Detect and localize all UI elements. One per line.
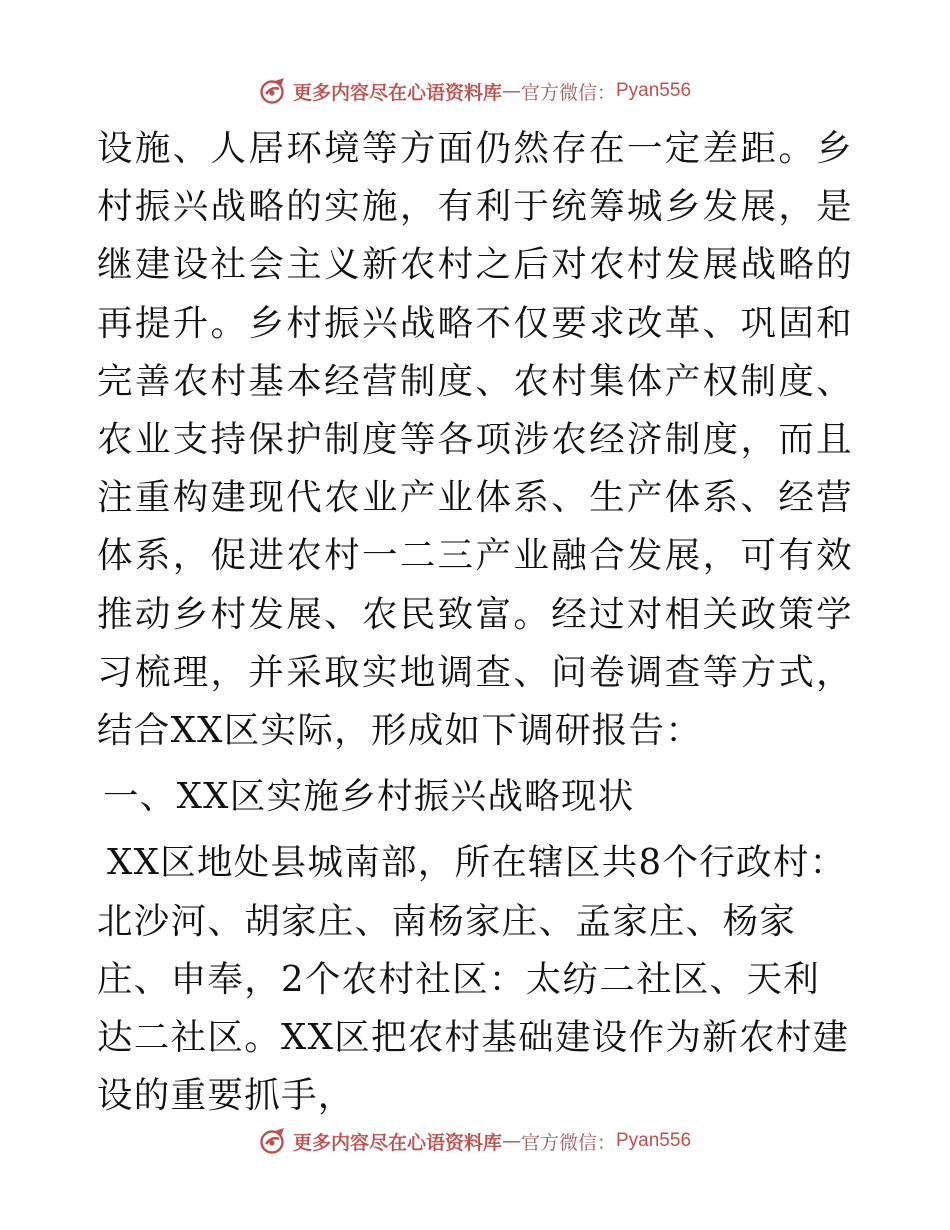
footer-watermark-banner [0,1124,950,1158]
banner-lead-text: 更多内容尽在心语资料库 [292,81,502,104]
banner-wechat-handle: Pyan556 [616,1130,692,1151]
body-paragraph-1: 设施、人居环境等方面仍然存在一定差距。乡村振兴战略的实施，有利于统筹城乡发展，是继建设社会主义新农村之后对农村发展战略的再提升。乡村振兴战略不仅要求改革、巩固和完善农村基本经营制度、农村集体产权制度、农业支持保护制度等各项涉农经济制度，而且注重构建现代农业产业体系、生产体系、经营体系，促进农村一二三产业融合发展，可有效推动乡村发展、农民致富。经过对相关政策学习梳理，并采取实地调查、问卷调查等方式，结合XX区实际，形成如下调研报告： [97,128,853,752]
banner-wechat-label: 官方微信： [520,81,616,104]
banner-separator: — [501,1130,521,1152]
section-heading-1: 一、XX区实施乡村振兴战略现状 [103,776,635,818]
header-watermark-banner [0,74,950,108]
body-paragraph-2: XX区地处县城南部，所在辖区共8个行政村：北沙河、胡家庄、南杨家庄、孟家庄、杨家庄、申奉，2个农村社区：太纺二社区、天利达二社区。XX区把农村基础建设作为新农村建设的重要抓手， [97,842,850,1117]
red-stamp-logo-icon [259,1127,287,1155]
banner-wechat-handle: Pyan556 [616,80,692,101]
banner-separator: — [501,80,521,102]
red-stamp-logo-icon [259,77,287,105]
document-body [97,120,853,1125]
banner-wechat-label: 官方微信： [520,1131,616,1154]
banner-lead-text: 更多内容尽在心语资料库 [292,1131,502,1154]
